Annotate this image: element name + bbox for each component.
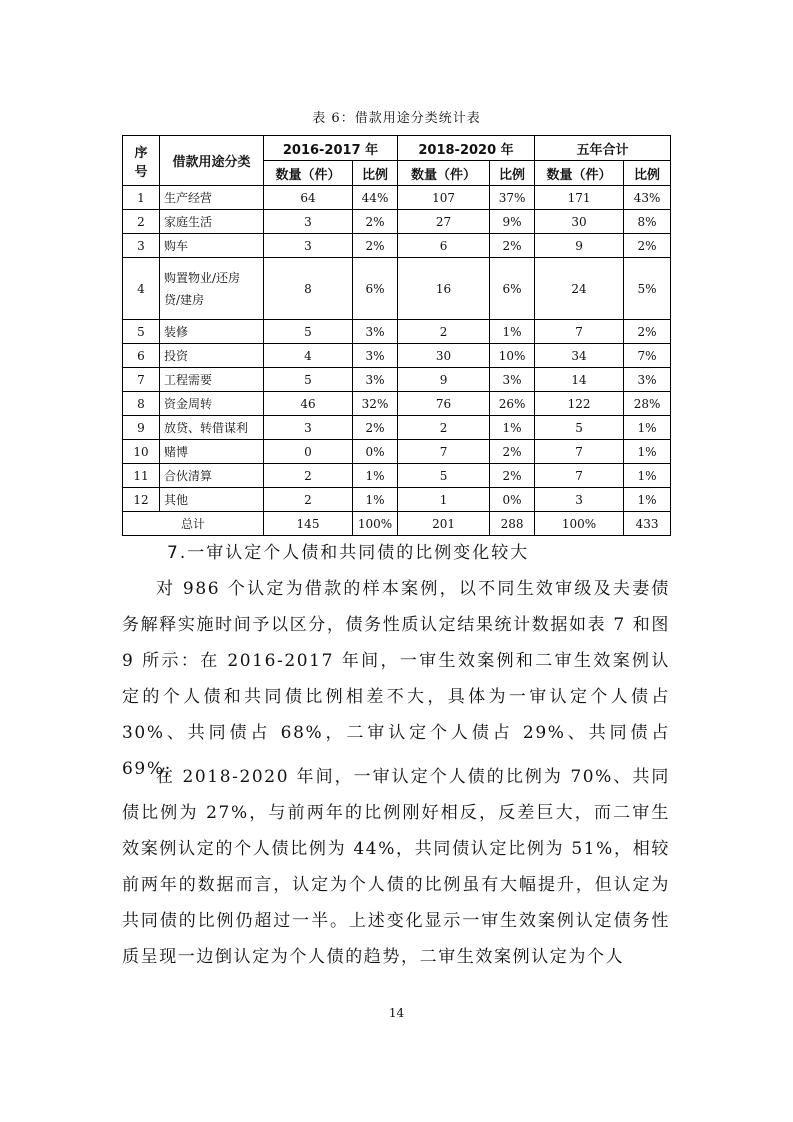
cell-p2-ratio: 37% bbox=[490, 186, 535, 210]
cell-p1-ratio: 2% bbox=[353, 234, 398, 258]
cell-purpose: 合伙清算 bbox=[160, 464, 264, 488]
cell-p1-count: 0 bbox=[264, 440, 353, 464]
header-five-year-total: 五年合计 bbox=[535, 136, 671, 161]
cell-no: 11 bbox=[123, 464, 160, 488]
cell-p1-ratio: 3% bbox=[353, 344, 398, 368]
cell-p2-count: 27 bbox=[398, 210, 490, 234]
cell-p1-count: 3 bbox=[264, 416, 353, 440]
cell-p2-count: 6 bbox=[398, 234, 490, 258]
cell-p2-ratio: 3% bbox=[490, 368, 535, 392]
cell-total-count: 30 bbox=[535, 210, 624, 234]
cell-p1-ratio: 6% bbox=[353, 258, 398, 320]
cell-total-ratio: 1% bbox=[624, 464, 671, 488]
cell-total-count: 100% bbox=[535, 512, 624, 536]
cell-total-ratio: 433 bbox=[624, 512, 671, 536]
cell-total-ratio: 28% bbox=[624, 392, 671, 416]
cell-no: 3 bbox=[123, 234, 160, 258]
cell-p1-count: 3 bbox=[264, 210, 353, 234]
cell-total-count: 9 bbox=[535, 234, 624, 258]
cell-total-ratio: 1% bbox=[624, 416, 671, 440]
cell-p2-count: 16 bbox=[398, 258, 490, 320]
cell-p2-count: 5 bbox=[398, 464, 490, 488]
header-ratio: 比例 bbox=[490, 161, 535, 186]
cell-p1-count: 5 bbox=[264, 368, 353, 392]
cell-p2-count: 76 bbox=[398, 392, 490, 416]
table-row bbox=[123, 320, 671, 344]
cell-purpose: 生产经营 bbox=[160, 186, 264, 210]
cell-p2-count: 201 bbox=[398, 512, 490, 536]
cell-purpose: 资金周转 bbox=[160, 392, 264, 416]
table-row bbox=[123, 368, 671, 392]
cell-total-count: 3 bbox=[535, 488, 624, 512]
cell-total-ratio: 1% bbox=[624, 488, 671, 512]
page-number: 14 bbox=[388, 1006, 405, 1020]
cell-purpose: 其他 bbox=[160, 488, 264, 512]
header-period-2018-2020: 2018-2020 年 bbox=[398, 136, 535, 161]
table-row bbox=[123, 258, 671, 320]
table-row bbox=[123, 234, 671, 258]
header-purpose: 借款用途分类 bbox=[160, 136, 264, 186]
section-heading: 7.一审认定个人债和共同债的比例变化较大 bbox=[167, 543, 530, 563]
cell-p1-ratio: 0% bbox=[353, 440, 398, 464]
cell-p1-ratio: 3% bbox=[353, 320, 398, 344]
cell-p2-ratio: 6% bbox=[490, 258, 535, 320]
cell-purpose: 购车 bbox=[160, 234, 264, 258]
cell-total-ratio: 7% bbox=[624, 344, 671, 368]
cell-no: 5 bbox=[123, 320, 160, 344]
cell-total-ratio: 2% bbox=[624, 234, 671, 258]
cell-no: 9 bbox=[123, 416, 160, 440]
cell-p2-count: 2 bbox=[398, 416, 490, 440]
loan-purpose-table bbox=[122, 135, 671, 536]
cell-p2-ratio: 1% bbox=[490, 416, 535, 440]
header-period-2016-2017: 2016-2017 年 bbox=[264, 136, 398, 161]
header-ratio: 比例 bbox=[624, 161, 671, 186]
header-count: 数量（件） bbox=[398, 161, 490, 186]
cell-p1-count: 64 bbox=[264, 186, 353, 210]
table-row bbox=[123, 210, 671, 234]
cell-no: 7 bbox=[123, 368, 160, 392]
cell-p1-count: 8 bbox=[264, 258, 353, 320]
cell-p1-ratio: 1% bbox=[353, 488, 398, 512]
cell-p2-ratio: 0% bbox=[490, 488, 535, 512]
cell-total-label: 总计 bbox=[123, 512, 264, 536]
cell-no: 6 bbox=[123, 344, 160, 368]
header-seq: 序 号 bbox=[123, 136, 160, 186]
table-row bbox=[123, 392, 671, 416]
cell-total-ratio: 3% bbox=[624, 368, 671, 392]
cell-total-ratio: 2% bbox=[624, 320, 671, 344]
cell-p1-count: 5 bbox=[264, 320, 353, 344]
cell-p2-ratio: 1% bbox=[490, 320, 535, 344]
table-row bbox=[123, 186, 671, 210]
cell-no: 4 bbox=[123, 258, 160, 320]
cell-p1-count: 2 bbox=[264, 488, 353, 512]
cell-no: 1 bbox=[123, 186, 160, 210]
cell-total-count: 5 bbox=[535, 416, 624, 440]
cell-p1-ratio: 2% bbox=[353, 416, 398, 440]
cell-total-count: 24 bbox=[535, 258, 624, 320]
header-count: 数量（件） bbox=[264, 161, 353, 186]
cell-p2-count: 1 bbox=[398, 488, 490, 512]
header-ratio: 比例 bbox=[353, 161, 398, 186]
cell-total-count: 7 bbox=[535, 440, 624, 464]
cell-no: 2 bbox=[123, 210, 160, 234]
cell-total-count: 171 bbox=[535, 186, 624, 210]
cell-total-ratio: 5% bbox=[624, 258, 671, 320]
cell-total-ratio: 8% bbox=[624, 210, 671, 234]
cell-purpose: 装修 bbox=[160, 320, 264, 344]
cell-p1-ratio: 32% bbox=[353, 392, 398, 416]
cell-p1-ratio: 3% bbox=[353, 368, 398, 392]
cell-p2-ratio: 2% bbox=[490, 464, 535, 488]
cell-p1-count: 46 bbox=[264, 392, 353, 416]
cell-p1-count: 3 bbox=[264, 234, 353, 258]
cell-p2-count: 30 bbox=[398, 344, 490, 368]
cell-purpose: 家庭生活 bbox=[160, 210, 264, 234]
cell-no: 8 bbox=[123, 392, 160, 416]
cell-p2-ratio: 9% bbox=[490, 210, 535, 234]
cell-p2-ratio: 26% bbox=[490, 392, 535, 416]
cell-p2-count: 107 bbox=[398, 186, 490, 210]
table-caption: 表 6：借款用途分类统计表 bbox=[312, 111, 481, 126]
cell-p2-count: 9 bbox=[398, 368, 490, 392]
header-count: 数量（件） bbox=[535, 161, 624, 186]
cell-purpose: 购置物业/还房 贷/建房 bbox=[160, 258, 264, 320]
cell-purpose: 赌博 bbox=[160, 440, 264, 464]
table-row bbox=[123, 488, 671, 512]
cell-purpose: 投资 bbox=[160, 344, 264, 368]
table-total-row bbox=[123, 512, 671, 536]
cell-p1-ratio: 100% bbox=[353, 512, 398, 536]
cell-p2-ratio: 2% bbox=[490, 440, 535, 464]
body-paragraph: 在 2018-2020 年间，一审认定个人债的比例为 70%、共同债比例为 27%，与前两年的比例刚好相反，反差巨大，而二审生效案例认定的个人债比例为 44%，共同债认定比例为 51%，相较前两年的数据而言，认定为个人债的比例虽有大幅提升，但认定为共同债的比例仍超过一半。上述变化显示一审生效案例认定债务性质呈现一边倒认定为个人债的趋势，二审生效案例认定为个人 bbox=[122, 767, 670, 967]
cell-p2-ratio: 2% bbox=[490, 234, 535, 258]
cell-p2-count: 7 bbox=[398, 440, 490, 464]
table-row bbox=[123, 416, 671, 440]
cell-p2-ratio: 288 bbox=[490, 512, 535, 536]
cell-total-ratio: 1% bbox=[624, 440, 671, 464]
cell-p1-ratio: 2% bbox=[353, 210, 398, 234]
cell-purpose: 放贷、转借谋利 bbox=[160, 416, 264, 440]
table-row bbox=[123, 464, 671, 488]
table-row bbox=[123, 440, 671, 464]
cell-p1-ratio: 44% bbox=[353, 186, 398, 210]
cell-total-count: 122 bbox=[535, 392, 624, 416]
cell-p1-count: 145 bbox=[264, 512, 353, 536]
cell-total-count: 34 bbox=[535, 344, 624, 368]
cell-no: 12 bbox=[123, 488, 160, 512]
cell-total-ratio: 43% bbox=[624, 186, 671, 210]
cell-no: 10 bbox=[123, 440, 160, 464]
cell-total-count: 14 bbox=[535, 368, 624, 392]
cell-p2-count: 2 bbox=[398, 320, 490, 344]
cell-purpose: 工程需要 bbox=[160, 368, 264, 392]
table-row bbox=[123, 344, 671, 368]
cell-p1-count: 4 bbox=[264, 344, 353, 368]
cell-p2-ratio: 10% bbox=[490, 344, 535, 368]
cell-p1-count: 2 bbox=[264, 464, 353, 488]
body-paragraph: 对 986 个认定为借款的样本案例，以不同生效审级及夫妻债务解释实施时间予以区分，债务性质认定结果统计数据如表 7 和图 9 所示：在 2016-2017 年间，一审生效案例和二审生效案例认定的个人债和共同债比例相差不大，具体为一审认定个人债占 30%、共同债占 68%，二审认定个人债占 29%、共同债占 69%; bbox=[122, 579, 670, 779]
cell-total-count: 7 bbox=[535, 464, 624, 488]
cell-p1-ratio: 1% bbox=[353, 464, 398, 488]
cell-total-count: 7 bbox=[535, 320, 624, 344]
